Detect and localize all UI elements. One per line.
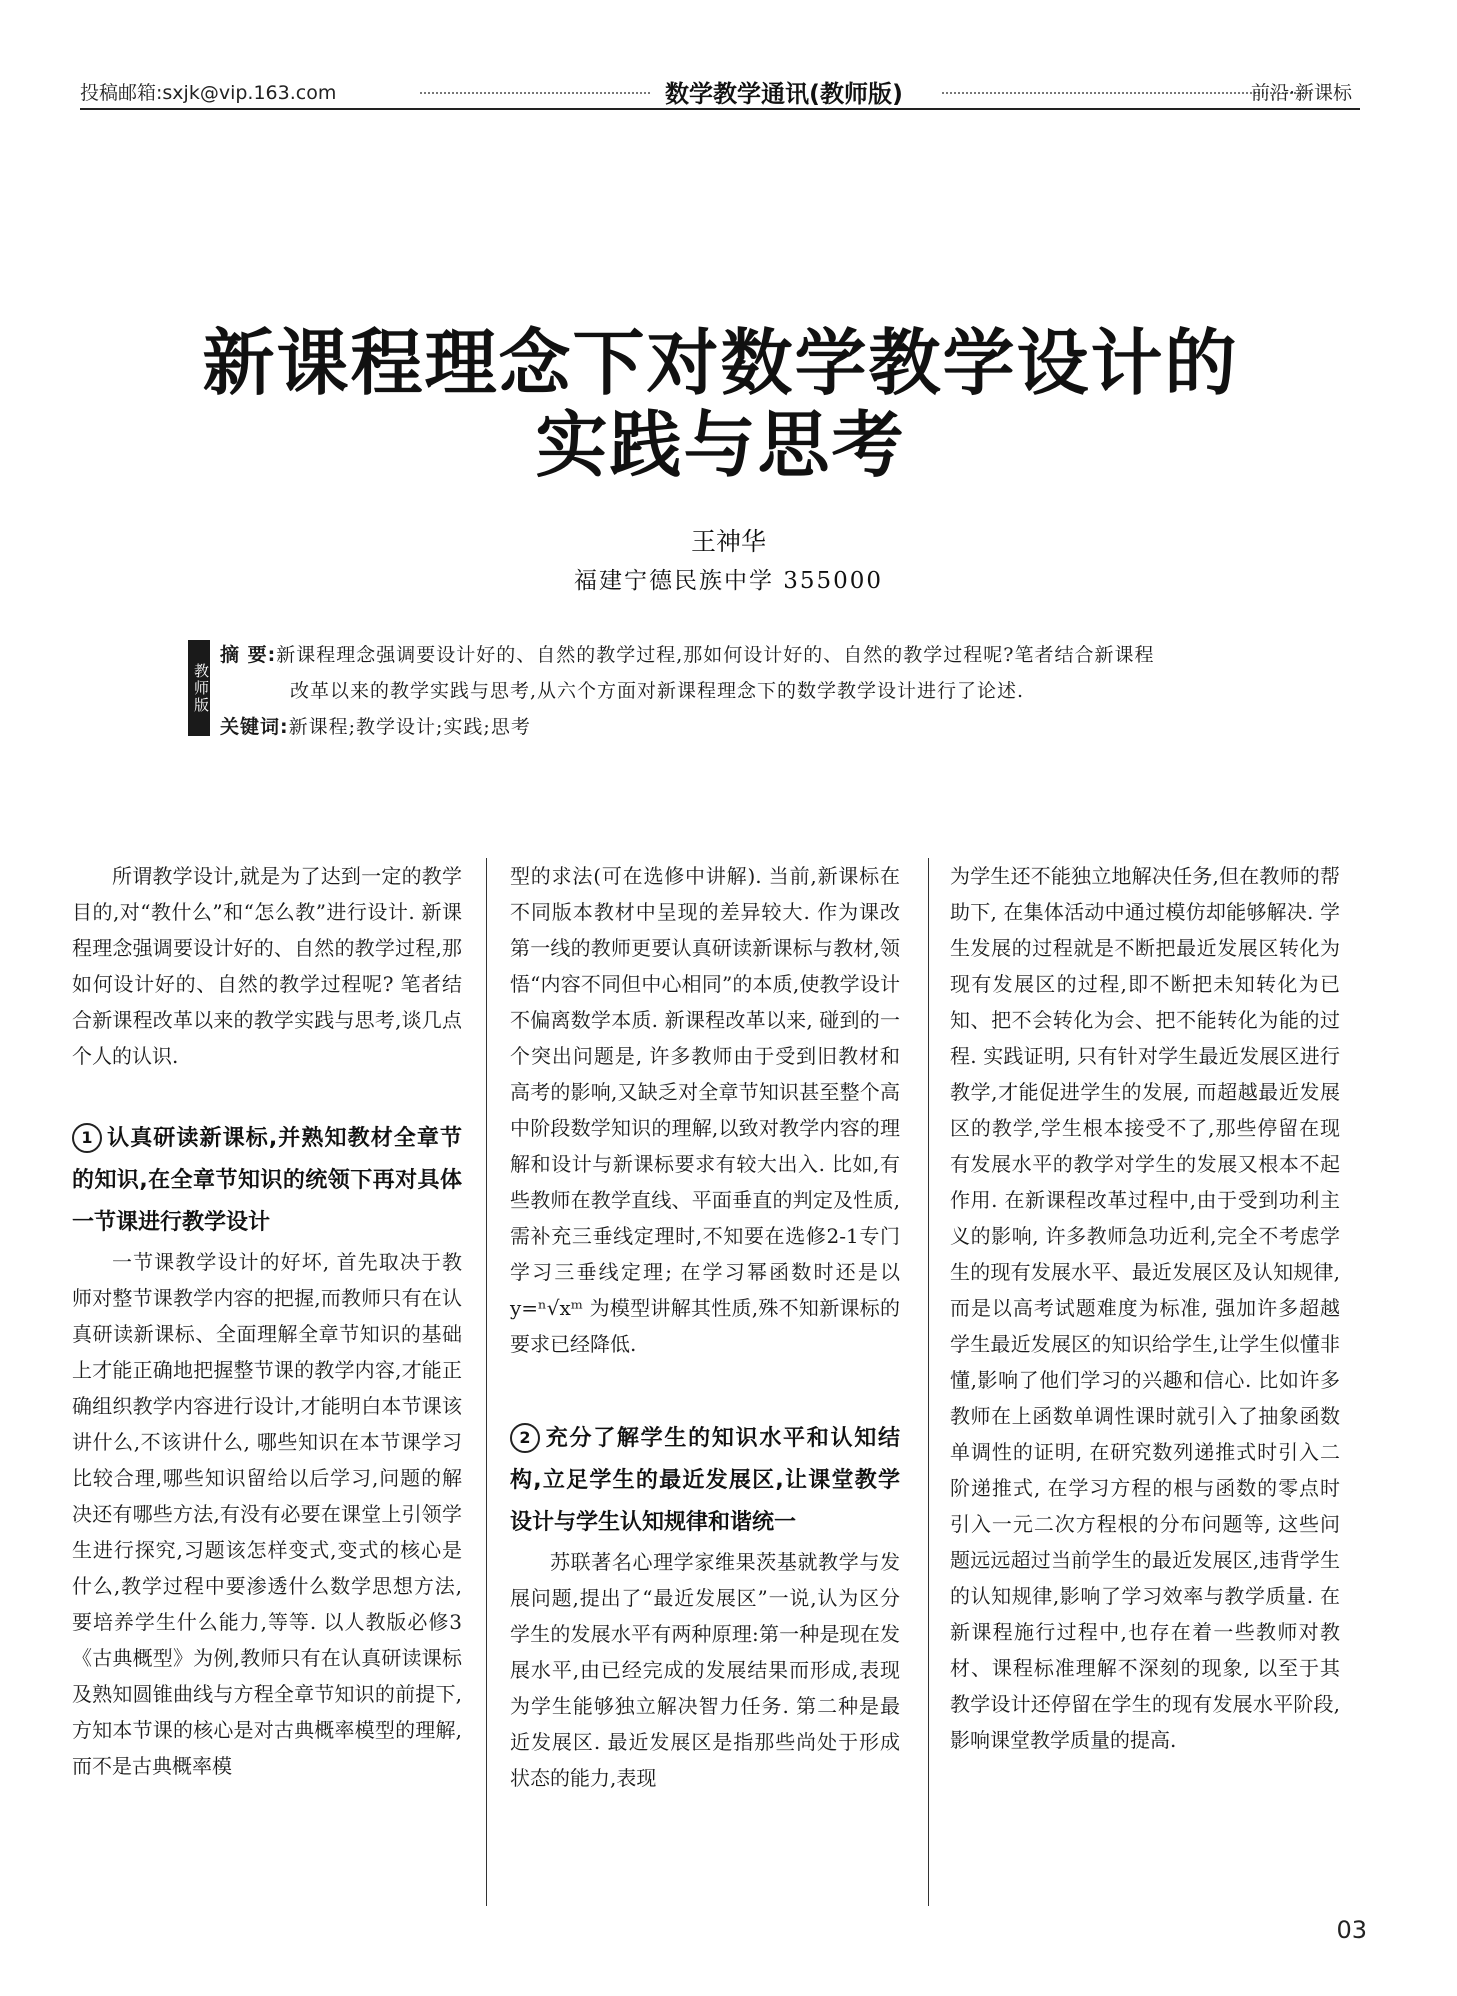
keywords-label: 关键词: [220,716,289,738]
article-title-line2: 实践与思考 [535,402,906,487]
column-divider-1 [486,858,487,1906]
section-number-2-icon: 2 [510,1423,540,1453]
running-header [80,74,1360,110]
column-divider-2 [928,858,929,1906]
section-1-paragraph: 一节课教学设计的好坏, 首先取决于教师对整节课教学内容的把握,而教师只有在认真研读新课标、全面理解全章节知识的基础上才能正确地把握整节课的教学内容,才能正确组织教学内容进行设计,才能明白本节课该讲什么,不该讲什么, 哪些知识在本节课学习比较合理,哪些知识留给以后学习,问题的解决还有哪些方法,有没有必要在课堂上引领学生进行探究,习题该怎样变式,变式的核心是什么,教学过程中要渗透什么数学思想方法,要培养学生什么能力,等等. 以人教版必修3《古典概型》为例,教师只有在认真研读课标及熟知圆锥曲线与方程全章节知识的前提下,方知本节课的核心是对古典概率模型的理解,而不是古典概率模 [72,1250,462,1778]
section-heading-2 [510,1418,900,1544]
teacher-edition-badge: 教师版 [188,640,210,736]
article-title-line1: 新课程理念下对数学教学设计的 [202,320,1239,405]
abstract-label: 摘 要: [220,644,277,666]
section-number-1-icon: 1 [72,1123,102,1153]
section-heading-1 [72,1118,462,1244]
section-2-paragraph: 苏联著名心理学家维果茨基就教学与发展问题,提出了“最近发展区”一说,认为区分学生的发展水平有两种原理:第一种是现在发展水平,由已经完成的发展结果而形成,表现为学生能够独立解决智力任务. 第二种是最近发展区. 最近发展区是指那些尚处于形成状态的能力,表现 [510,1550,900,1790]
header-section: 前沿·新课标 [1250,82,1352,104]
abstract-text-1: 新课程理念强调要设计好的、自然的教学过程,那如何设计好的、自然的教学过程呢?笔者结合新课程 [276,644,1155,666]
header-email: 投稿邮箱:sxjk@vip.163.com [80,82,337,104]
column-3-paragraph: 为学生还不能独立地解决任务,但在教师的帮助下, 在集体活动中通过模仿却能够解决. 学生发展的过程就是不断把最近发展区转化为现有发展区的过程,即不断把未知转化为已知、把不会转化为会、把不能转化为能的过程. 实践证明, 只有针对学生最近发展区进行教学,才能促进学生的发展, 而超越最近发展区的教学,学生根本接受不了,那些停留在现有发展水平的教学对学生的发展又根本不起作用. 在新课程改革过程中,由于受到功利主义的影响, 许多教师急功近利,完全不考虑学生的现有发展水平、最近发展区及认知规律, 而是以高考试题难度为标准, 强加许多超越学生最近发展区的知识给学生,让学生似懂非懂,影响了他们学习的兴趣和信心. 比如许多教师在上函数单调性课时就引入了抽象函数单调性的证明, 在研究数列递推式时引入二阶递推式, 在学习方程的根与函数的零点时引入一元二次方程根的分布问题等, 这些问题远远超过当前学生的最近发展区,违背学生的认知规律,影响了学习效率与教学质量. 在新课程施行过程中,也存在着一些教师对教材、课程标准理解不深刻的现象, 以至于其教学设计还停留在学生的现有发展水平阶段,影响课堂教学质量的提高. [950,864,1340,1752]
keywords-line [220,712,1260,739]
intro-paragraph: 所谓教学设计,就是为了达到一定的教学目的,对“教什么”和“怎么教”进行设计. 新课程理念强调要设计好的、自然的教学过程,那如何设计好的、自然的教学过程呢? 笔者结合新课程改革以来的教学实践与思考,谈几点个人的认识. [72,864,462,1068]
abstract-line1 [220,640,1260,667]
text-column-2 [510,858,900,1796]
section-title-1: 认真研读新课标,并熟知教材全章节的知识,在全章节知识的统领下再对具体一节课进行教学设计 [72,1126,462,1235]
keywords-text: 新课程;教学设计;实践;思考 [288,716,531,738]
abstract-text-2: 改革以来的教学实践与思考,从六个方面对新课程理念下的数学教学设计进行了论述. [290,680,1025,702]
text-column-3 [950,858,1340,1758]
author-affiliation: 福建宁德民族中学 355000 [573,568,884,594]
header-dotted-rule-left [420,92,650,94]
column-2-paragraph-1: 型的求法(可在选修中讲解). 当前,新课标在不同版本教材中呈现的差异较大. 作为课改第一线的教师更要认真研读新课标与教材,领悟“内容不同但中心相同”的本质,使教学设计不偏离数学本质. 新课程改革以来, 碰到的一个突出问题是, 许多教师由于受到旧教材和高考的影响,又缺乏对全章节知识甚至整个高中阶段数学知识的理解,以致对教学内容的理解和设计与新课标要求有较大出入. 比如,有些教师在教学直线、平面垂直的判定及性质,需补充三垂线定理时,不知要在选修2-1专门学习三垂线定理; 在学习幂函数时还是以y=ⁿ√xᵐ 为模型讲解其性质,殊不知新课标的要求已经降低. [510,864,900,1356]
page-number: 03 [1336,1916,1367,1944]
author-name: 王神华 [690,527,766,556]
text-column-1 [72,858,462,1784]
abstract-line2 [290,676,1330,703]
header-journal-title: 数学教学通讯(教师版) [665,80,903,108]
section-title-2: 充分了解学生的知识水平和认知结构,立足学生的最近发展区,让课堂教学设计与学生认知规律和谐统一 [510,1426,900,1535]
